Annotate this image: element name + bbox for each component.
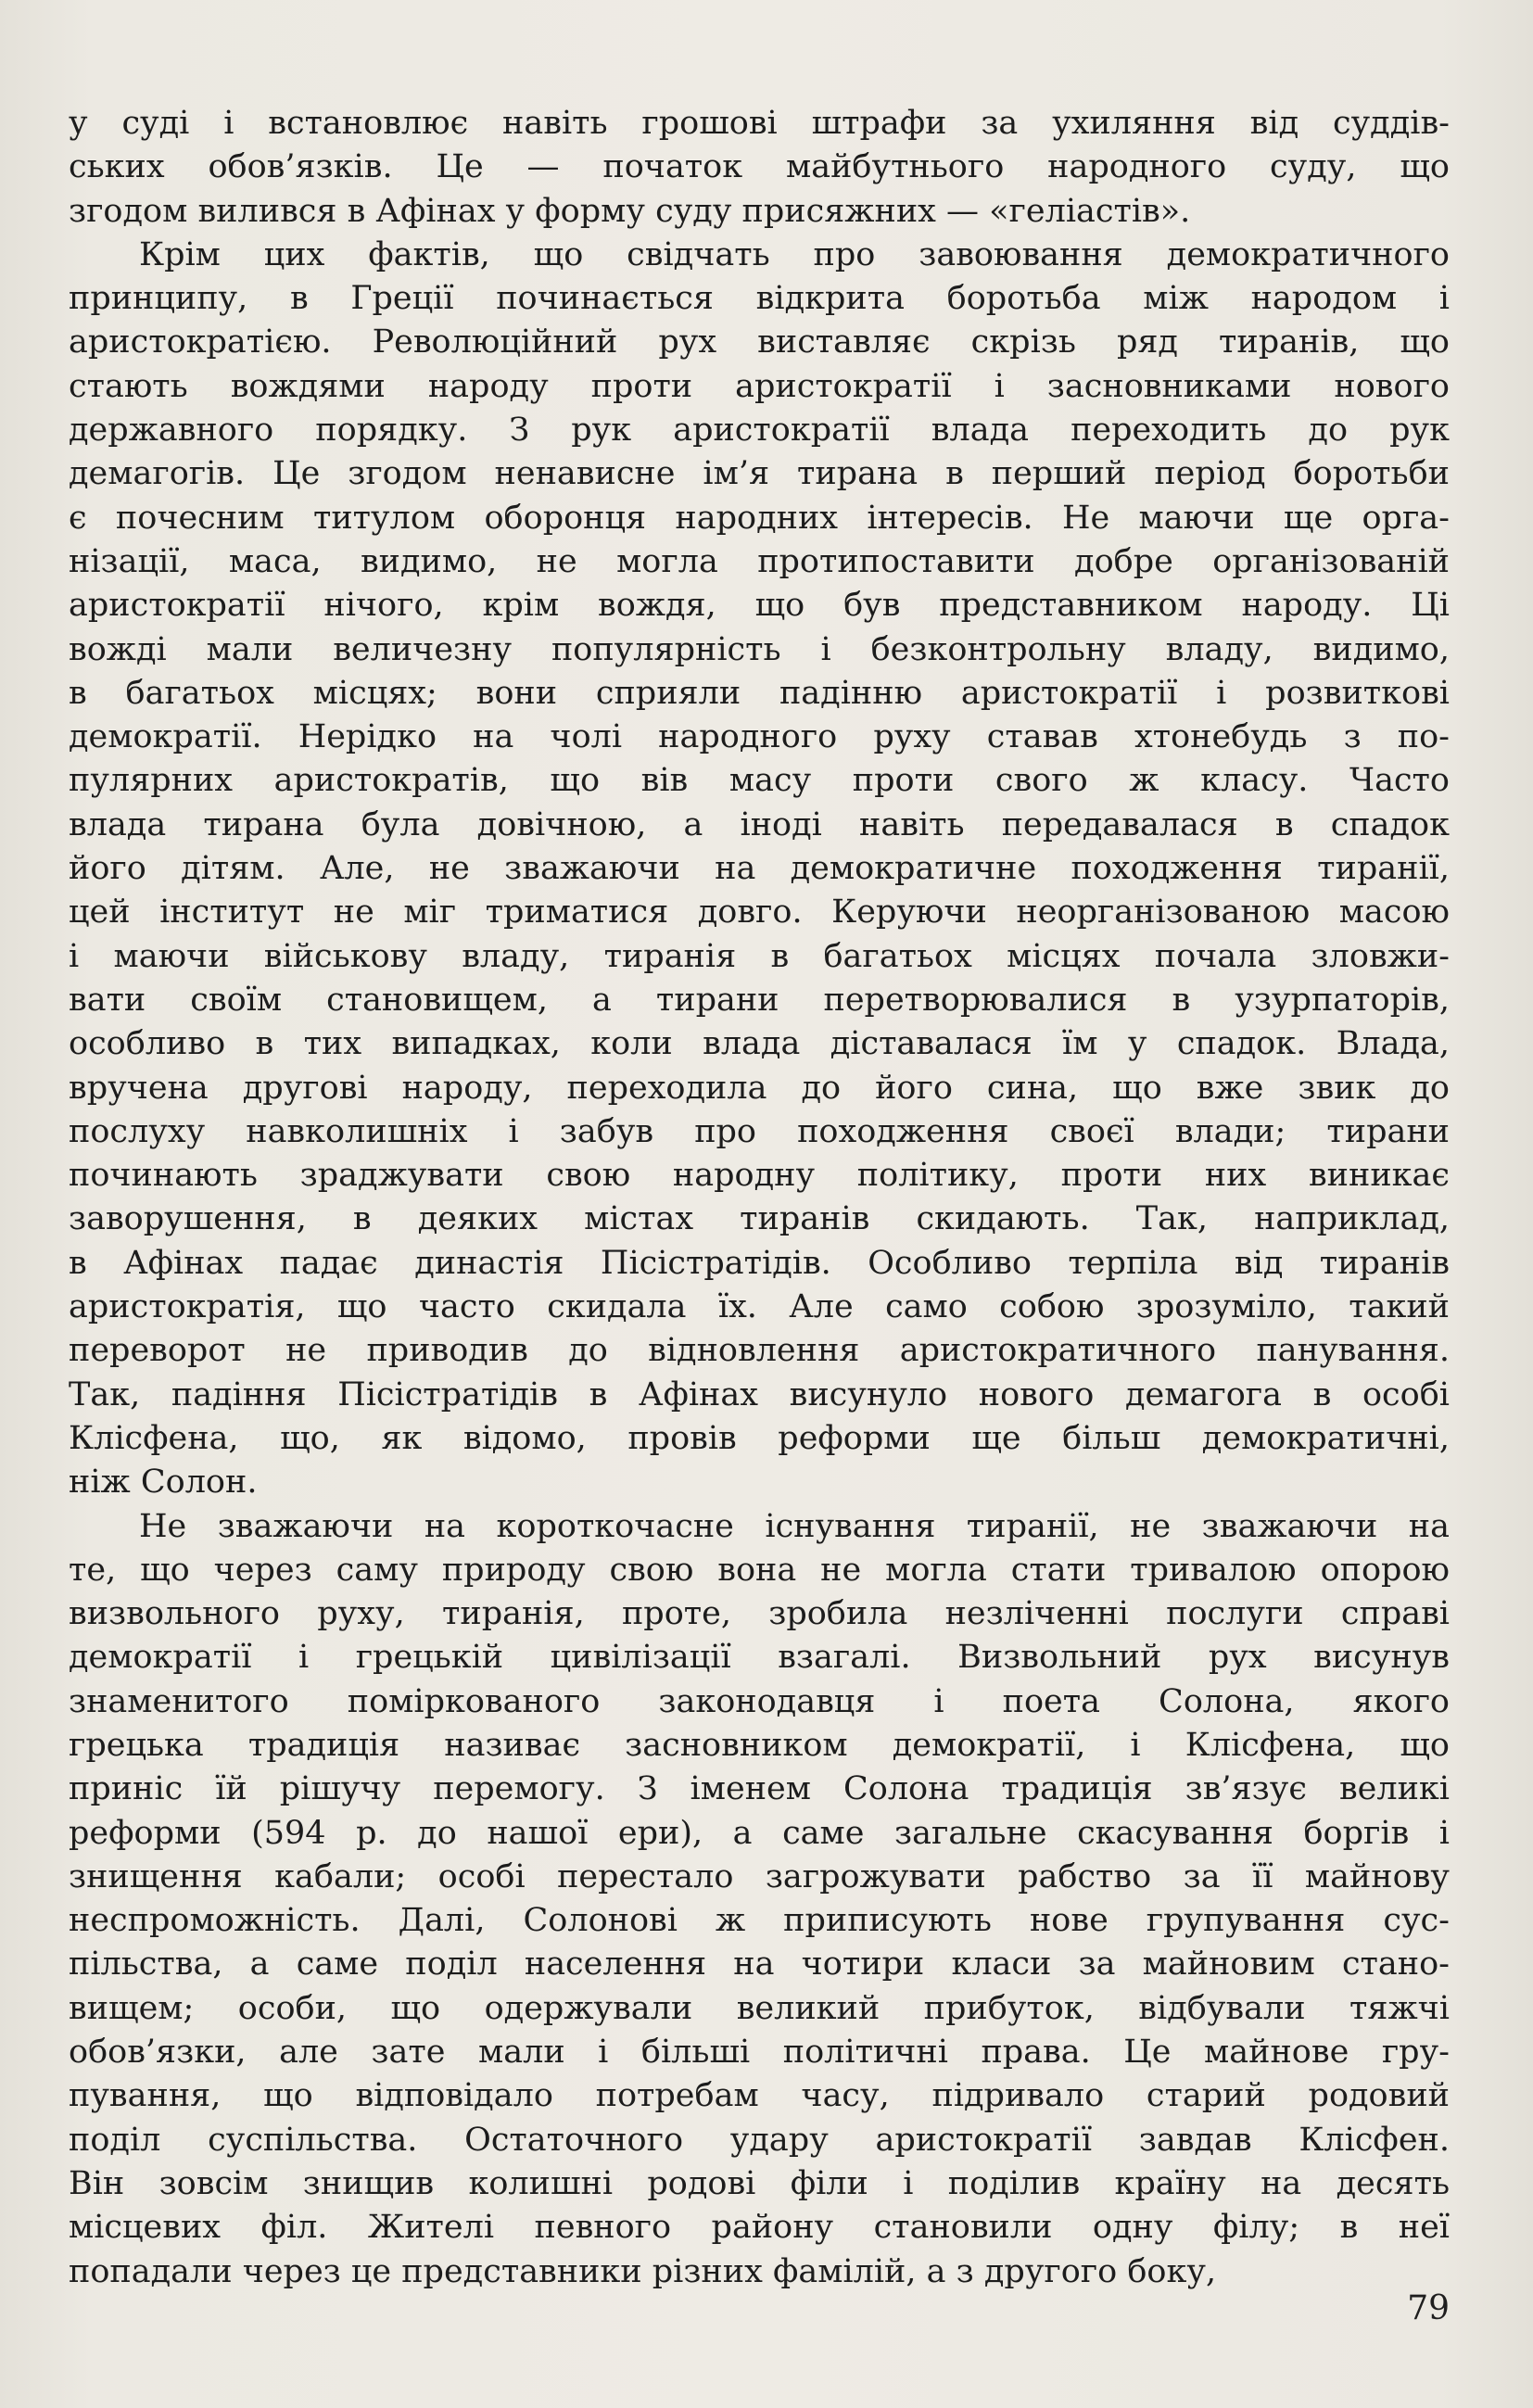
- text-line: в Афінах падає династія Пісістратідів. Особливо терпіла від тиранів: [69, 1244, 1450, 1282]
- text-line: Крім цих фактів, що свідчать про завоювання демократичного: [139, 235, 1450, 273]
- text-line: згодом вилився в Афінах у форму суду присяжних — «геліастів».: [69, 192, 1191, 230]
- text-line: демократії і грецькій цивілізації взагалі. Визвольний рух висунув: [69, 1639, 1450, 1677]
- text-line: його дітям. Але, не зважаючи на демократичне походження тиранії,: [69, 850, 1450, 888]
- text-line: пування, що відповідало потребам часу, підривало старий родовий: [69, 2077, 1450, 2115]
- text-line: вожді мали величезну популярність і безконтрольну владу, видимо,: [69, 630, 1450, 668]
- text-line: аристократії нічого, крім вождя, що був представником народу. Ці: [69, 587, 1450, 625]
- text-line: грецька традиція називає засновником демократії, і Клісфена, що: [69, 1726, 1450, 1764]
- text-line: аристократією. Революційний рух виставляє скрізь ряд тиранів, що: [69, 323, 1450, 361]
- text-line: Не зважаючи на короткочасне існування тиранії, не зважаючи на: [139, 1507, 1450, 1545]
- text-line: стають вождями народу проти аристократії і засновниками нового: [69, 367, 1450, 405]
- text-line: ських обов’язків. Це — початок майбутнього народного суду, що: [69, 148, 1450, 186]
- text-line: демократії. Нерідко на чолі народного руху ставав хтонебудь з по-: [69, 718, 1450, 756]
- text-line: вати своїм становищем, а тирани перетворювалися в узурпаторів,: [69, 981, 1450, 1019]
- text-line: Він зовсім знищив колишні родові філи і поділив країну на десять: [69, 2164, 1450, 2202]
- text-line: принципу, в Греції починається відкрита боротьба між народом і: [69, 280, 1450, 318]
- text-line: є почесним титулом оборонця народних інтересів. Не маючи ще орга-: [69, 499, 1450, 537]
- text-line: переворот не приводив до відновлення аристократичного панування.: [69, 1332, 1450, 1370]
- paragraph: [69, 234, 1450, 1505]
- text-line: поділ суспільства. Остаточного удару аристократії завдав Клісфен.: [69, 2121, 1450, 2159]
- text-line: в багатьох місцях; вони сприяли падінню аристократії і розвиткові: [69, 674, 1450, 712]
- text-line: пулярних аристократів, що вів масу проти свого ж класу. Часто: [69, 762, 1450, 800]
- text-line: обов’язки, але зате мали і більші політичні права. Це майнове гру-: [69, 2034, 1450, 2072]
- text-line: заворушення, в деяких містах тиранів скидають. Так, наприклад,: [69, 1200, 1450, 1238]
- text-line: Так, падіння Пісістратідів в Афінах висунуло нового демагога в особі: [69, 1375, 1450, 1413]
- text-line: вручена другові народу, переходила до його сина, що вже звик до: [69, 1069, 1450, 1107]
- text-line: цей інститут не міг триматися довго. Керуючи неорганізованою масою: [69, 893, 1450, 932]
- text-line: аристократія, що часто скидала їх. Але само собою зрозуміло, такий: [69, 1288, 1450, 1326]
- text-line: приніс їй рішучу перемогу. З іменем Солона традиція зв’язує великі: [69, 1770, 1450, 1808]
- text-line: знаменитого поміркованого законодавця і поета Солона, якого: [69, 1682, 1450, 1720]
- text-line: реформи (594 р. до нашої ери), а саме загальне скасування боргів і: [69, 1814, 1450, 1852]
- text-line: і маючи військову владу, тиранія в багатьох місцях почала зловжи-: [69, 937, 1450, 975]
- text-line: Клісфена, що, як відомо, провів реформи ще більш демократичні,: [69, 1419, 1450, 1457]
- text-line: починають зраджувати свою народну політику, проти них виникає: [69, 1157, 1450, 1195]
- text-line: попадали через це представники різних фамілій, а з другого боку,: [69, 2252, 1217, 2290]
- text-line: місцевих філ. Жителі певного району становили одну філу; в неї: [69, 2209, 1450, 2247]
- text-line: пільства, а саме поділ населення на чотири класи за майновим стано-: [69, 1945, 1450, 1983]
- text-line: визвольного руху, тиранія, проте, зробила незліченні послуги справі: [69, 1595, 1450, 1633]
- text-line: вищем; особи, що одержували великий прибуток, відбували тяжчі: [69, 1989, 1450, 2027]
- page-number: 79: [1407, 2289, 1450, 2327]
- paragraph: [69, 1505, 1450, 2294]
- text-line: знищення кабали; особі перестало загрожувати рабство за її майнову: [69, 1857, 1450, 1895]
- text-line: послуху навколишніх і забув про походження своєї влади; тирани: [69, 1112, 1450, 1150]
- text-line: влада тирана була довічною, а іноді навіть передавалася в спадок: [69, 805, 1450, 843]
- text-line: особливо в тих випадках, коли влада діставалася їм у спадок. Влада,: [69, 1025, 1450, 1063]
- text-line: ніж Солон.: [69, 1464, 258, 1502]
- text-line: нізації, маса, видимо, не могла протипоставити добре організованій: [69, 542, 1450, 580]
- text-line: у суді і встановлює навіть грошові штрафи за ухиляння від суддів-: [69, 105, 1450, 142]
- paragraph: [69, 102, 1450, 234]
- text-line: неспроможність. Далі, Солонові ж приписують нове групування сус-: [69, 1902, 1450, 1940]
- text-line: те, що через саму природу свою вона не могла стати тривалою опорою: [69, 1551, 1450, 1589]
- body-text: [69, 102, 1450, 2294]
- text-line: демагогів. Це згодом ненависне ім’я тирана в перший період боротьби: [69, 455, 1450, 493]
- text-line: державного порядку. З рук аристократії влада переходить до рук: [69, 412, 1450, 450]
